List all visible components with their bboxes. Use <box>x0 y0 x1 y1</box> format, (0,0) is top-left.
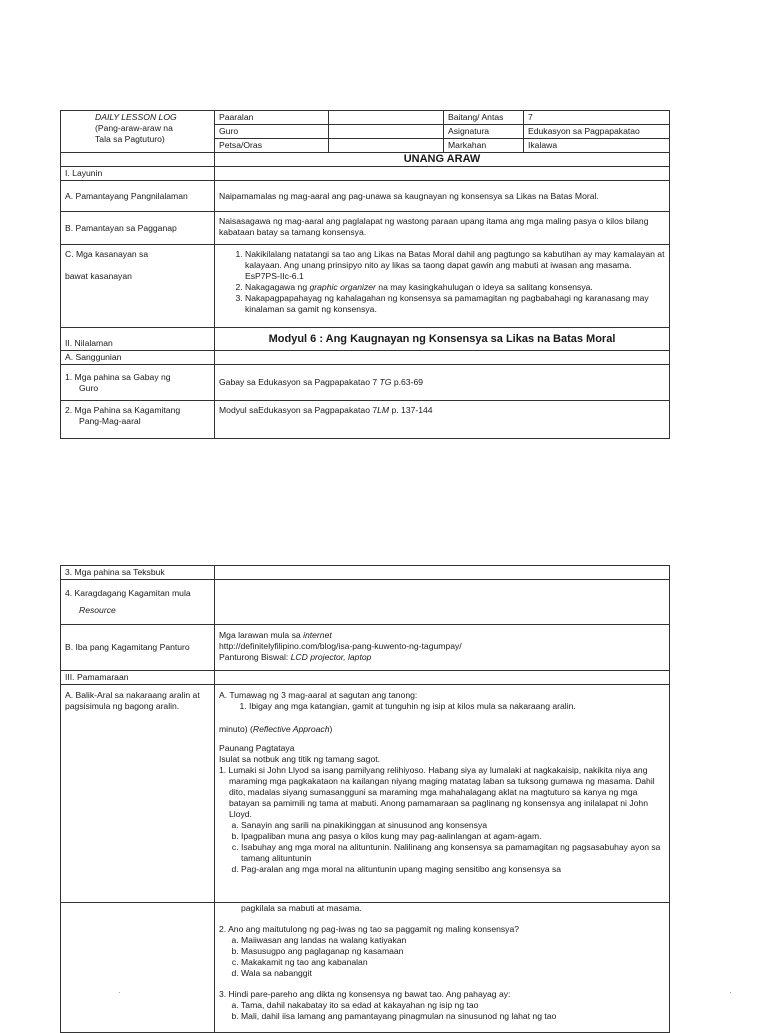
question-3: 3. Hindi pare-pareho ang dikta ng konsensya ng bawat tao. Ang pahayag ay: <box>219 989 511 999</box>
q3-choice: b. Mali, dahil iisa lamang ang pamantayang pinagmulan na sinusunod ng lahat ng tao <box>241 1011 665 1022</box>
page-mark-right: · <box>729 988 732 997</box>
question-2: 2. Ano ang maitutulong ng pag-iwas ng tao sa paggamit ng maling konsensya? <box>219 924 520 934</box>
header-subtitle-2: Tala sa Pagtuturo) <box>95 134 165 144</box>
q1-choice: c. Isabuhay ang mga moral na alituntunin. Nalilinang ang konsensya sa pamamagitan ng pagsasabuhay ayon sa tamang alituntunin <box>241 842 665 864</box>
modyul-title: Modyul 6 : Ang Kaugnayan ng Konsensya sa Likas na Batas Moral <box>215 328 670 351</box>
gabay-label: 1. Mga pahina sa Gabay ng Guro <box>61 365 215 401</box>
markahan-label: Markahan <box>444 139 524 153</box>
q2-choice: c. Makakamit ng tao ang kabanalan <box>241 957 665 968</box>
day-title: UNANG ARAW <box>215 153 670 167</box>
pamantayang-value: Naipamamalas ng mag-aaral ang pag-unawa sa kaugnayan ng konsensya sa Likas na Batas Moral. <box>215 181 670 212</box>
q2-choice: d. Wala sa nabanggit <box>241 968 665 979</box>
pamamaraan-label: III. Pamamaraan <box>61 671 215 685</box>
header-title-cell <box>61 111 215 153</box>
iba-value: Mga larawan mula sa internet http://definitelyfilipino.com/blog/isa-pang-kuwento-ng-tagumpay/ Panturong Biswal: LCD projector, laptop <box>215 625 670 671</box>
balik-label: A. Balik-Aral sa nakaraang aralin at pagsisimula ng bagong aralin. <box>61 685 215 903</box>
balik-content: A. Tumawag ng 3 mag-aaral at sagutan ang tanong: 1. Ibigay ang mga katangian, gamit at tunguhin ng isip at kilos mula sa nakaraang aralin. minuto) (Reflective Approach) Paunang Pagtataya Isulat sa notbuk ang titik ng tamang sagot. 1. Lumaki si John Llyod sa isang pamilyang relihiyoso. Habang siya ay lumalaki at nagkakaisip, nakikita niya ang maraming mga pagkakataon na kailangan niyang maging matatag laban sa tuksong gumawa ng masama. Dahil dito, madalas siyang sumasangguni sa maraming mga mahahalagang aklat na magtuturo sa kanya ng mga batayan sa pamimili ng tama at mabuti. Anong pamamaraan sa paglinang ng konsensya ang inilalapat ni John Lloyd. a. Sanayin ang sarili na pinakikinggan at sinusunod ang konsensya b. Ipagpaliban muna ang pasya o kilos kung may pag-aalinlangan at agam-agam. c. Isabuhay ang mga moral na alituntunin. Nalilinang ang konsensya sa pamamagitan ng pagsasabuhay ayon sa tamang alituntunin d. Pag-aralan ang mga moral na alituntunin upang maging sensitibo ang konsensya sa <box>215 685 670 903</box>
lesson-log-table-2 <box>60 565 670 1033</box>
pagganap-value: Naisasagawa ng mag-aaral ang paglalapat ng wastong paraan upang itama ang mga maling pasya o kilos bilang kabataan batay sa tamang konsensya. <box>215 212 670 245</box>
kasanayan-label-line2: bawat kasanayan <box>65 271 132 281</box>
nilalaman-label: II. Nilalaman <box>61 328 215 351</box>
guro-label: Guro <box>215 125 329 139</box>
asignatura-label: Asignatura <box>444 125 524 139</box>
layunin-label: I. Layunin <box>61 167 215 181</box>
pagganap-label: B. Pamantayan sa Pagganap <box>61 212 215 245</box>
paaralan-value[interactable] <box>329 111 444 125</box>
asignatura-value: Edukasyon sa Pagpapakatao <box>524 125 670 139</box>
resource-link[interactable]: http://definitelyfilipino.com/blog/isa-pang-kuwento-ng-tagumpay/ <box>219 641 462 651</box>
petsa-label: Petsa/Oras <box>215 139 329 153</box>
q2-choice: b. Masusugpo ang paglaganap ng kasamaan <box>241 946 665 957</box>
kasanayan-list <box>227 249 665 315</box>
kagamitan-label: 2. Mga Pahina sa Kagamitang Pang-Mag-aaral <box>61 401 215 439</box>
kasanayan-item: 2. Nakagagawa ng graphic organizer na may kasingkahulugan o ideya sa salitang konsensya. <box>245 282 665 293</box>
gabay-value: Gabay sa Edukasyon sa Pagpapakatao 7 TG p.63-69 <box>215 365 670 401</box>
questions-content: pagkilala sa mabuti at masama. 2. Ano ang maitutulong ng pag-iwas ng tao sa paggamit ng maling konsensya? a. Maiiwasan ang landas na walang katiyakan b. Masusugpo ang paglaganap ng kasamaan c. Makakamit ng tao ang kabanalan d. Wala sa nabanggit 3. Hindi pare-pareho ang dikta ng konsensya ng bawat tao. Ang pahayag ay: a. Tama, dahil nakabatay ito sa edad at kakayahan ng isip ng tao b. Mali, dahil iisa lamang ang pamantayang pinagmulan na sinusunod ng lahat ng tao <box>215 903 670 1033</box>
iba-label: B. Iba pang Kagamitang Panturo <box>61 625 215 671</box>
header-title: DAILY LESSON LOG <box>95 112 177 122</box>
header-subtitle: (Pang-araw-araw na <box>95 123 173 133</box>
q3-choice: a. Tama, dahil nakabatay ito sa edad at kakayahan ng isip ng tao <box>241 1000 665 1011</box>
kasanayan-list-cell <box>215 245 670 328</box>
question-1: 1. Lumaki si John Llyod sa isang pamilyang relihiyoso. Habang siya ay lumalaki at nagkakaisip, nakikita niya ang maraming mga pagkakataon na kailangan niyang maging matatag laban sa tuksong gumawa ng masama. Dahil dito, madalas siyang sumasangguni sa maraming mga mahahalagang aklat na magtuturo sa kanya ng mga batayan sa pamimili ng tama at mabuti. Anong pamamaraan sa paglinang ng konsensya ang inilalapat ni John Lloyd. <box>219 765 655 819</box>
baitang-label: Baitang/ Antas <box>444 111 524 125</box>
petsa-value[interactable] <box>329 139 444 153</box>
kasanayan-item: 3. Nakapagpapahayag ng kahalagahan ng konsensya sa pamamagitan ng pagbabahagi ng karanasang may kinalaman sa gamit ng konsensya. <box>245 293 665 315</box>
q2-choice: a. Maiiwasan ang landas na walang katiyakan <box>241 935 665 946</box>
q1-choice: d. Pag-aralan ang mga moral na alituntunin upang maging sensitibo ang konsensya sa <box>241 864 665 875</box>
q1-choice: a. Sanayin ang sarili na pinakikinggan at sinusunod ang konsensya <box>241 820 665 831</box>
page-mark-left: · <box>118 988 121 997</box>
guro-value[interactable] <box>329 125 444 139</box>
markahan-value: Ikalawa <box>524 139 670 153</box>
q1-choice: b. Ipagpaliban muna ang pasya o kilos kung may pag-aalinlangan at agam-agam. <box>241 831 665 842</box>
kagamitan-value: Modyul saEdukasyon sa Pagpapakatao 7LM p. 137-144 <box>215 401 670 439</box>
kasanayan-item: 1. Nakikilalang natatangi sa tao ang Likas na Batas Moral dahil ang pagtungo sa kabutihan ay may kamalayan at kalayaan. Ang unang prinsipyo nito ay likas sa taong dapat gawin ang mabuti at iwasan ang masama. EsP7PS-IIc-6.1 <box>245 249 665 282</box>
karagdagang-label: 4. Karagdagang Kagamitan mula Resource <box>61 580 215 625</box>
kasanayan-label <box>61 245 215 328</box>
sanggunian-label: A. Sanggunian <box>61 351 215 365</box>
paaralan-label: Paaralan <box>215 111 329 125</box>
teksbuk-label: 3. Mga pahina sa Teksbuk <box>61 566 215 580</box>
lesson-log-table-1 <box>60 110 670 439</box>
kasanayan-label-line1: C. Mga kasanayan sa <box>65 249 149 259</box>
pamantayang-label: A. Pamantayang Pangnilalaman <box>61 181 215 212</box>
baitang-value: 7 <box>524 111 670 125</box>
